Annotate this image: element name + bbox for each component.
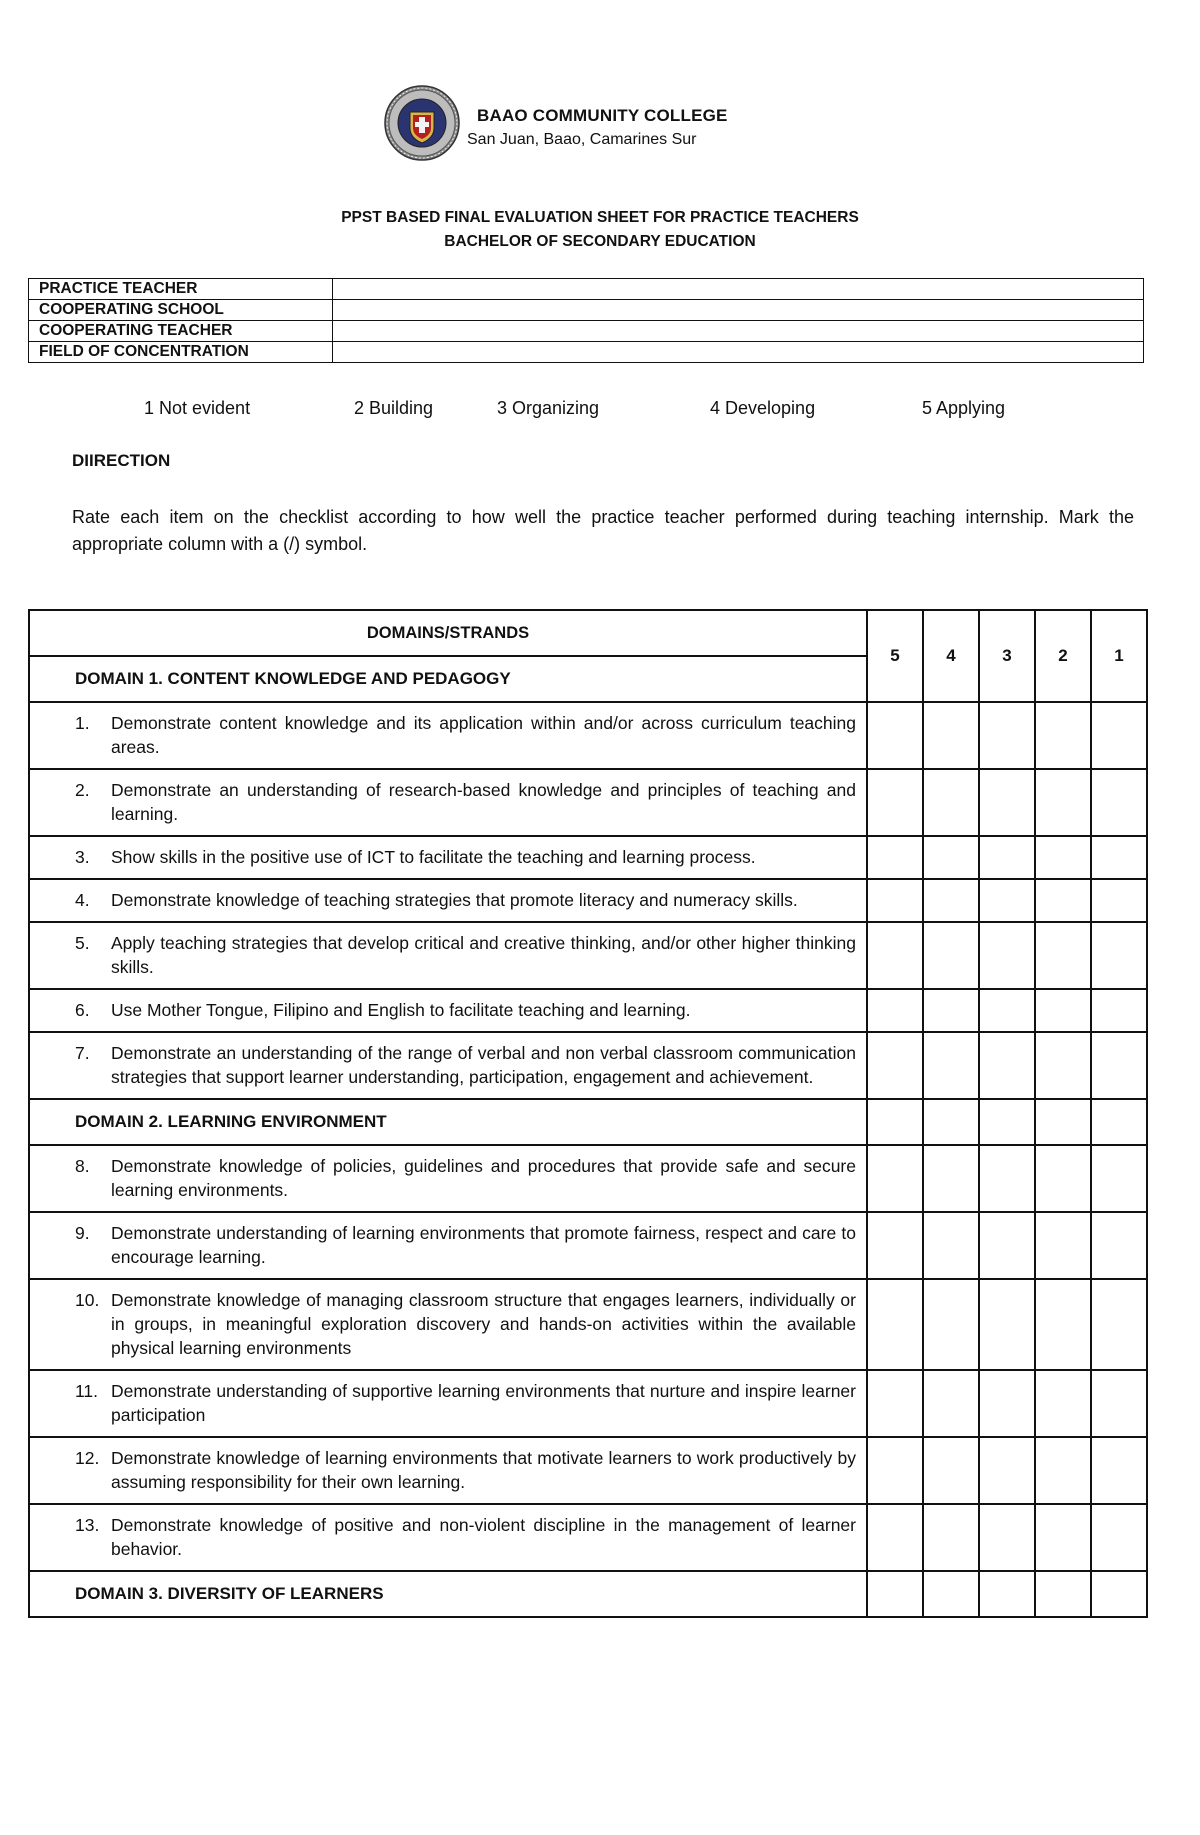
item-description xyxy=(29,702,867,769)
item-text: Demonstrate content knowledge and its application within and/or across curriculum teaching areas. xyxy=(111,713,856,757)
rating-checkbox-cell[interactable] xyxy=(923,1504,979,1571)
rating-checkbox-cell[interactable] xyxy=(1035,1032,1091,1099)
item-text: Demonstrate understanding of learning environments that promote fairness, respect and care to encourage learning. xyxy=(111,1223,856,1267)
rating-cell xyxy=(923,1099,979,1145)
rating-cell xyxy=(1035,1571,1091,1617)
document-title xyxy=(0,206,1200,254)
scale-item: 5 Applying xyxy=(922,398,1006,418)
domain-1-title: DOMAIN 1. CONTENT KNOWLEDGE AND PEDAGOGY xyxy=(29,656,867,702)
domain-1-items xyxy=(29,702,1147,1099)
item-number: 8. xyxy=(75,1156,90,1176)
rating-checkbox-cell[interactable] xyxy=(1035,879,1091,922)
rating-checkbox-cell[interactable] xyxy=(1091,1370,1147,1437)
rating-checkbox-cell[interactable] xyxy=(979,1437,1035,1504)
item-description xyxy=(29,1212,867,1279)
domain-3-title: DOMAIN 3. DIVERSITY OF LEARNERS xyxy=(29,1571,867,1617)
rating-cell xyxy=(867,1571,923,1617)
rating-checkbox-cell[interactable] xyxy=(1035,836,1091,879)
item-text: Demonstrate understanding of supportive learning environments that nurture and inspire learner participation xyxy=(111,1381,856,1425)
item-text: Demonstrate knowledge of positive and non-violent discipline in the management of learner behavior. xyxy=(111,1515,856,1559)
table-row xyxy=(29,989,1147,1032)
rating-cell xyxy=(1035,1099,1091,1145)
item-description xyxy=(29,879,867,922)
item-description xyxy=(29,1437,867,1504)
rating-checkbox-cell[interactable] xyxy=(867,836,923,879)
table-row xyxy=(29,1504,1147,1571)
rating-checkbox-cell[interactable] xyxy=(979,1032,1035,1099)
item-number: 12. xyxy=(75,1448,100,1468)
info-row xyxy=(29,279,1144,300)
table-row xyxy=(29,922,1147,989)
table-row xyxy=(29,1145,1147,1212)
scale-item: 4 Developing xyxy=(710,398,816,418)
rating-checkbox-cell[interactable] xyxy=(867,769,923,836)
rating-checkbox-cell[interactable] xyxy=(923,879,979,922)
rating-checkbox-cell[interactable] xyxy=(979,1370,1035,1437)
item-description xyxy=(29,1504,867,1571)
rating-checkbox-cell[interactable] xyxy=(979,1145,1035,1212)
rating-checkbox-cell[interactable] xyxy=(867,1279,923,1370)
cooperating-teacher-field[interactable] xyxy=(333,321,1144,342)
title-line-2: BACHELOR OF SECONDARY EDUCATION xyxy=(444,233,756,250)
rating-checkbox-cell[interactable] xyxy=(979,769,1035,836)
domain-row xyxy=(29,1099,1147,1145)
table-row xyxy=(29,769,1147,836)
item-description xyxy=(29,1032,867,1099)
rating-checkbox-cell[interactable] xyxy=(923,922,979,989)
rating-checkbox-cell[interactable] xyxy=(979,879,1035,922)
item-description xyxy=(29,769,867,836)
info-row xyxy=(29,342,1144,363)
rating-checkbox-cell[interactable] xyxy=(1091,922,1147,989)
rating-cell xyxy=(1091,1571,1147,1617)
rating-checkbox-cell[interactable] xyxy=(923,769,979,836)
scale-item: 2 Building xyxy=(354,398,434,418)
domain-2-items xyxy=(29,1145,1147,1571)
rating-header-1: 1 xyxy=(1091,610,1147,702)
rating-checkbox-cell[interactable] xyxy=(867,1032,923,1099)
rating-checkbox-cell[interactable] xyxy=(1035,989,1091,1032)
rating-header-4: 4 xyxy=(923,610,979,702)
rating-checkbox-cell[interactable] xyxy=(923,1370,979,1437)
rating-checkbox-cell[interactable] xyxy=(1091,1145,1147,1212)
rating-checkbox-cell[interactable] xyxy=(923,1279,979,1370)
info-label: PRACTICE TEACHER xyxy=(29,279,333,300)
table-row xyxy=(29,702,1147,769)
scale-item: 3 Organizing xyxy=(497,398,600,418)
item-number: 11. xyxy=(75,1381,99,1401)
evaluation-table xyxy=(28,609,1148,1618)
rating-checkbox-cell[interactable] xyxy=(979,1212,1035,1279)
table-row xyxy=(29,1370,1147,1437)
college-name: BAAO COMMUNITY COLLEGE xyxy=(477,106,728,125)
item-number: 9. xyxy=(75,1223,90,1243)
rating-checkbox-cell[interactable] xyxy=(1035,1279,1091,1370)
rating-header-2: 2 xyxy=(1035,610,1091,702)
rating-checkbox-cell[interactable] xyxy=(1035,769,1091,836)
rating-checkbox-cell[interactable] xyxy=(867,1145,923,1212)
rating-checkbox-cell[interactable] xyxy=(1035,1212,1091,1279)
rating-header-5: 5 xyxy=(867,610,923,702)
rating-checkbox-cell[interactable] xyxy=(979,1279,1035,1370)
rating-checkbox-cell[interactable] xyxy=(923,702,979,769)
college-address: San Juan, Baao, Camarines Sur xyxy=(467,131,697,148)
table-header-row xyxy=(29,610,1147,656)
rating-checkbox-cell[interactable] xyxy=(923,1145,979,1212)
domain-row xyxy=(29,1571,1147,1617)
college-header xyxy=(383,84,833,164)
item-number: 3. xyxy=(75,847,90,867)
item-number: 5. xyxy=(75,933,90,953)
rating-checkbox-cell[interactable] xyxy=(1091,769,1147,836)
item-description xyxy=(29,922,867,989)
table-row xyxy=(29,836,1147,879)
college-seal-icon xyxy=(383,84,461,162)
item-number: 10. xyxy=(75,1290,100,1310)
direction-text: Rate each item on the checklist according to how well the practice teacher performed during teaching internship. Mark the appropriate column with a (/) symbol. xyxy=(72,507,1134,554)
item-description xyxy=(29,836,867,879)
rating-checkbox-cell[interactable] xyxy=(1091,1032,1147,1099)
table-row xyxy=(29,1437,1147,1504)
rating-scale-legend xyxy=(0,398,1200,422)
rating-checkbox-cell[interactable] xyxy=(923,1032,979,1099)
info-label: FIELD OF CONCENTRATION xyxy=(29,342,333,363)
rating-checkbox-cell[interactable] xyxy=(1091,702,1147,769)
rating-checkbox-cell[interactable] xyxy=(867,1370,923,1437)
rating-checkbox-cell[interactable] xyxy=(1091,1504,1147,1571)
rating-checkbox-cell[interactable] xyxy=(867,1437,923,1504)
item-description xyxy=(29,1279,867,1370)
rating-checkbox-cell[interactable] xyxy=(979,702,1035,769)
item-number: 4. xyxy=(75,890,90,910)
rating-checkbox-cell[interactable] xyxy=(1035,1370,1091,1437)
rating-checkbox-cell[interactable] xyxy=(923,1212,979,1279)
rating-cell xyxy=(867,1099,923,1145)
table-row xyxy=(29,1212,1147,1279)
rating-checkbox-cell[interactable] xyxy=(867,879,923,922)
table-row xyxy=(29,1279,1147,1370)
item-text: Demonstrate knowledge of managing classroom structure that engages learners, individually or in groups, in meaningful exploration discovery and hands-on activities within the available physical learning environments xyxy=(111,1290,856,1358)
rating-cell xyxy=(923,1571,979,1617)
rating-checkbox-cell[interactable] xyxy=(979,922,1035,989)
item-text: Demonstrate knowledge of learning environments that motivate learners to work productively by assuming responsibility for their own learning. xyxy=(111,1448,856,1492)
item-number: 13. xyxy=(75,1515,100,1535)
rating-checkbox-cell[interactable] xyxy=(1035,1145,1091,1212)
rating-checkbox-cell[interactable] xyxy=(1091,879,1147,922)
rating-checkbox-cell[interactable] xyxy=(1091,1212,1147,1279)
rating-checkbox-cell[interactable] xyxy=(1091,1437,1147,1504)
rating-cell xyxy=(979,1099,1035,1145)
rating-checkbox-cell[interactable] xyxy=(1091,989,1147,1032)
teacher-info-table xyxy=(28,278,1144,363)
rating-header-3: 3 xyxy=(979,610,1035,702)
item-number: 2. xyxy=(75,780,90,800)
item-text: Demonstrate knowledge of teaching strategies that promote literacy and numeracy skills. xyxy=(111,890,798,910)
item-number: 1. xyxy=(75,713,90,733)
field-of-concentration-field[interactable] xyxy=(333,342,1144,363)
info-label: COOPERATING TEACHER xyxy=(29,321,333,342)
table-row xyxy=(29,1032,1147,1099)
rating-checkbox-cell[interactable] xyxy=(867,922,923,989)
info-row xyxy=(29,300,1144,321)
rating-checkbox-cell[interactable] xyxy=(867,1504,923,1571)
rating-cell xyxy=(1091,1099,1147,1145)
cooperating-school-field[interactable] xyxy=(333,300,1144,321)
item-description xyxy=(29,1370,867,1437)
info-row xyxy=(29,321,1144,342)
rating-checkbox-cell[interactable] xyxy=(867,989,923,1032)
rating-checkbox-cell[interactable] xyxy=(1091,836,1147,879)
rating-checkbox-cell[interactable] xyxy=(923,1437,979,1504)
domains-strands-header: DOMAINS/STRANDS xyxy=(29,610,867,656)
item-number: 7. xyxy=(75,1043,90,1063)
item-text: Demonstrate an understanding of research-based knowledge and principles of teaching and learning. xyxy=(111,780,856,824)
domain-2-title: DOMAIN 2. LEARNING ENVIRONMENT xyxy=(29,1099,867,1145)
rating-checkbox-cell[interactable] xyxy=(867,702,923,769)
rating-checkbox-cell[interactable] xyxy=(1035,702,1091,769)
rating-checkbox-cell[interactable] xyxy=(1091,1279,1147,1370)
rating-cell xyxy=(979,1571,1035,1617)
info-label: COOPERATING SCHOOL xyxy=(29,300,333,321)
practice-teacher-field[interactable] xyxy=(333,279,1144,300)
rating-checkbox-cell[interactable] xyxy=(923,989,979,1032)
rating-checkbox-cell[interactable] xyxy=(867,1212,923,1279)
scale-item: 1 Not evident xyxy=(144,398,251,418)
item-text: Show skills in the positive use of ICT to facilitate the teaching and learning process. xyxy=(111,847,756,867)
title-line-1: PPST BASED FINAL EVALUATION SHEET FOR PRACTICE TEACHERS xyxy=(341,209,859,226)
item-description xyxy=(29,1145,867,1212)
rating-checkbox-cell[interactable] xyxy=(979,1504,1035,1571)
item-number: 6. xyxy=(75,1000,90,1020)
item-text: Demonstrate knowledge of policies, guidelines and procedures that provide safe and secure learning environments. xyxy=(111,1156,856,1200)
rating-checkbox-cell[interactable] xyxy=(1035,1437,1091,1504)
item-description xyxy=(29,989,867,1032)
rating-checkbox-cell[interactable] xyxy=(979,836,1035,879)
direction-heading: DIIRECTION xyxy=(72,451,171,470)
rating-checkbox-cell[interactable] xyxy=(979,989,1035,1032)
rating-checkbox-cell[interactable] xyxy=(1035,922,1091,989)
item-text: Use Mother Tongue, Filipino and English to facilitate teaching and learning. xyxy=(111,1000,691,1020)
table-row xyxy=(29,879,1147,922)
item-text: Demonstrate an understanding of the range of verbal and non verbal classroom communication strategies that support learner understanding, participation, engagement and achievement. xyxy=(111,1043,856,1087)
item-text: Apply teaching strategies that develop critical and creative thinking, and/or other higher thinking skills. xyxy=(111,933,856,977)
rating-checkbox-cell[interactable] xyxy=(1035,1504,1091,1571)
rating-checkbox-cell[interactable] xyxy=(923,836,979,879)
